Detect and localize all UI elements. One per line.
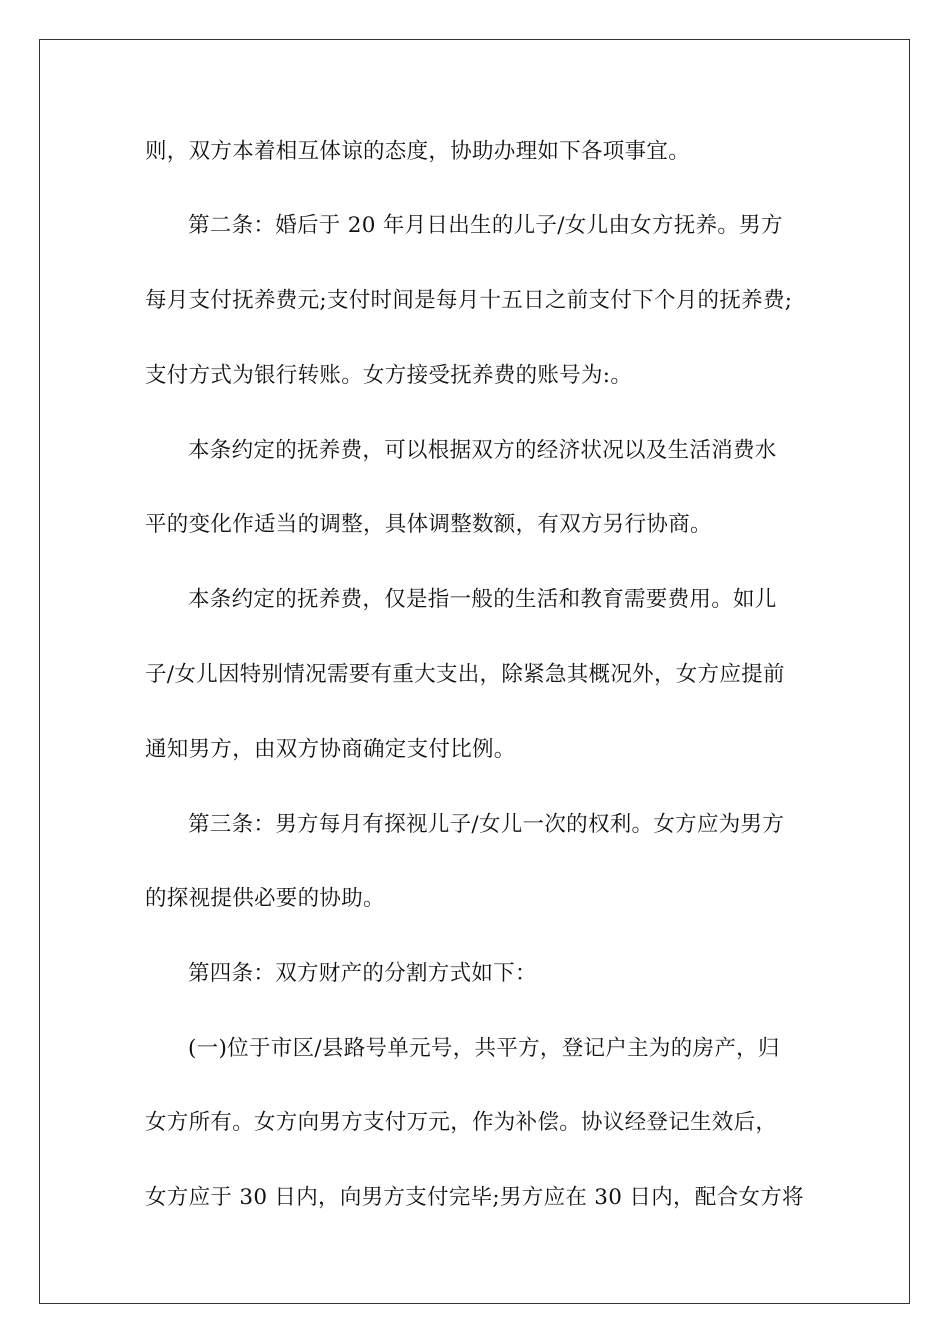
text-line-9: 通知男方，由双方协商确定支付比例。 xyxy=(145,737,516,762)
text-line-13: (一)位于市区/县路号单元号，共平方，登记户主为的房产，归 xyxy=(188,1036,780,1061)
text-line-5: 本条约定的抚养费，可以根据双方的经济状况以及生活消费水 xyxy=(188,438,777,463)
text-line-11: 的探视提供必要的协助。 xyxy=(145,886,385,911)
text-line-8: 子/女儿因特别情况需要有重大支出，除紧急其概况外，女方应提前 xyxy=(145,662,785,687)
text-line-7: 本条约定的抚养费，仅是指一般的生活和教育需要费用。如儿 xyxy=(188,587,777,612)
text-line-10: 第三条：男方每月有探视儿子/女儿一次的权利。女方应为男方 xyxy=(188,812,785,837)
text-line-6: 平的变化作适当的调整，具体调整数额，有双方另行协商。 xyxy=(145,512,712,537)
text-line-12: 第四条：双方财产的分割方式如下： xyxy=(188,961,537,986)
text-line-4: 支付方式为银行转账。女方接受抚养费的账号为:。 xyxy=(145,363,633,388)
text-line-3: 每月支付抚养费元;支付时间是每月十五日之前支付下个月的抚养费; xyxy=(145,288,793,313)
text-line-2: 第二条：婚后于 20 年月日出生的儿子/女儿由女方抚养。男方 xyxy=(188,213,783,238)
text-line-14: 女方所有。女方向男方支付万元，作为补偿。协议经登记生效后， xyxy=(145,1110,778,1135)
text-line-1: 则，双方本着相互体谅的态度，协助办理如下各项事宜。 xyxy=(145,139,691,164)
text-line-15: 女方应于 30 日内，向男方支付完毕;男方应在 30 日内，配合女方将 xyxy=(145,1185,804,1210)
